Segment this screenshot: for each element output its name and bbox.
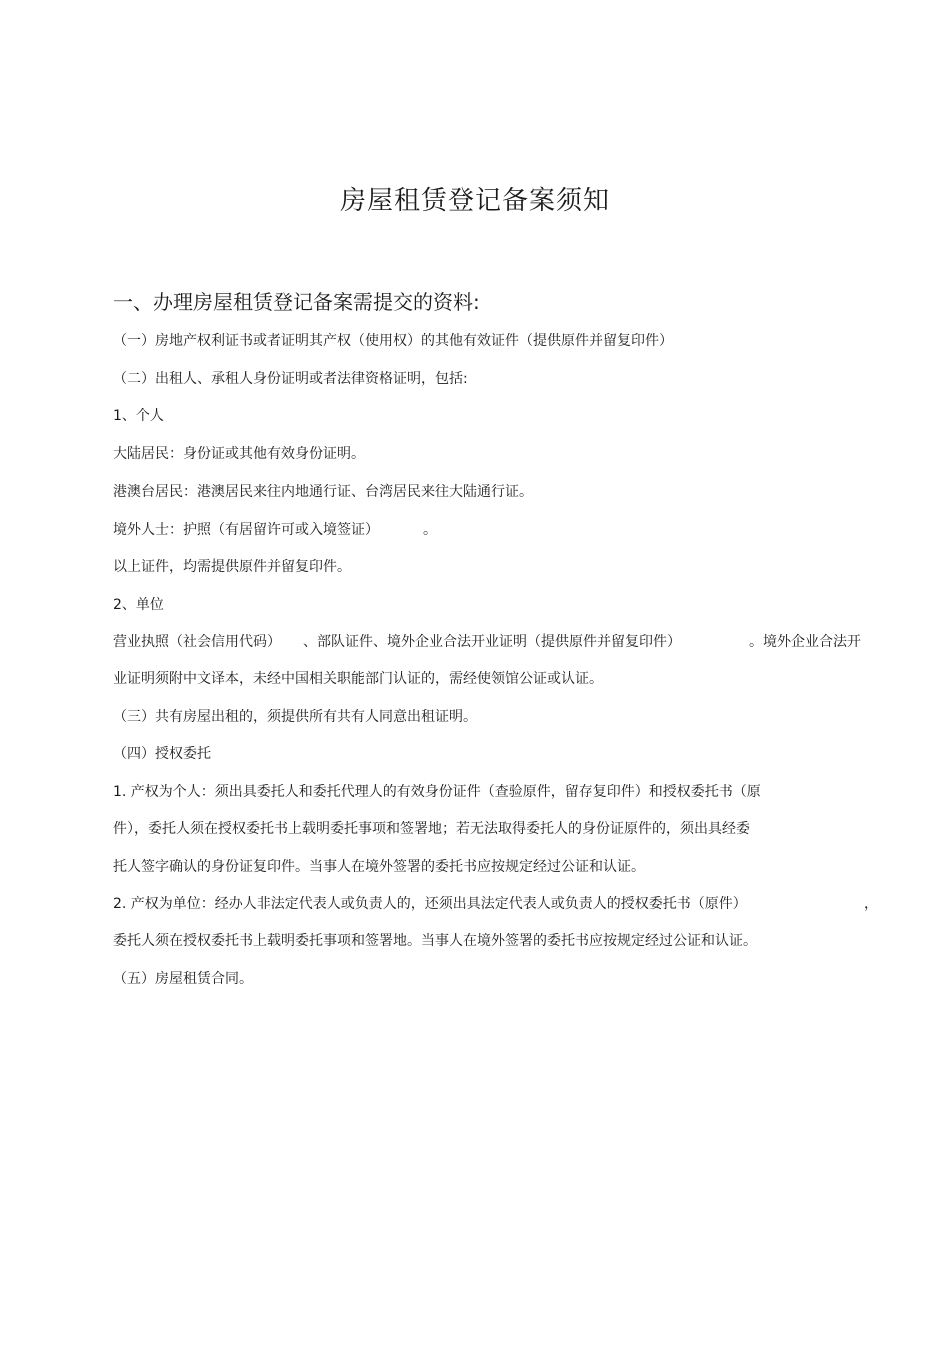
item-authorization: （四）授权委托: [113, 746, 211, 762]
mainland-residents: 大陆居民：身份证或其他有效身份证明。: [113, 446, 365, 462]
subheading-organization: 2、单位: [113, 597, 164, 613]
originals-note: 以上证件，均需提供原件并留复印件。: [113, 559, 351, 575]
item-property-certificate: （一）房地产权利证书或者证明其产权（使用权）的其他有效证件（提供原件并留复印件）: [113, 333, 673, 349]
foreigners-line-end: 。: [423, 522, 437, 538]
hk-macau-taiwan-residents: 港澳台居民：港澳居民来往内地通行证、台湾居民来往大陆通行证。: [113, 484, 533, 500]
business-license-line-mid: 、部队证件、境外企业合法开业证明（提供原件并留复印件）: [303, 634, 681, 650]
translation-requirement: 业证明须附中文译本，未经中国相关职能部门认证的，需经使领馆公证或认证。: [113, 671, 603, 687]
subheading-individual: 1、个人: [113, 408, 164, 424]
business-license-line: 营业执照（社会信用代码）: [113, 634, 281, 650]
item-co-owned-property: （三）共有房屋出租的，须提供所有共有人同意出租证明。: [113, 709, 477, 725]
foreigners-line: 境外人士：护照（有居留许可或入境签证）: [113, 522, 379, 538]
document-title: 房屋租赁登记备案须知: [339, 186, 610, 216]
authorization-individual-3: 托人签字确认的身份证复印件。当事人在境外签署的委托书应按规定经过公证和认证。: [113, 859, 645, 875]
item-identity-proof: （二）出租人、承租人身份证明或者法律资格证明，包括:: [113, 371, 468, 387]
business-license-line-end: 。境外企业合法开: [749, 634, 861, 650]
authorization-organization-1: 2. 产权为单位：经办人非法定代表人或负责人的，还须出具法定代表人或负责人的授权委托书（原件）: [113, 896, 747, 912]
section-heading: 一、办理房屋租赁登记备案需提交的资料:: [113, 290, 480, 314]
authorization-individual-2: 件），委托人须在授权委托书上载明委托事项和签署地；若无法取得委托人的身份证原件的，须出具经委: [113, 821, 750, 837]
item-lease-contract: （五）房屋租赁合同。: [113, 971, 253, 987]
authorization-individual-1: 1. 产权为个人：须出具委托人和委托代理人的有效身份证件（查验原件，留存复印件）和授权委托书（原: [113, 784, 761, 800]
authorization-organization-1-end: ，: [864, 896, 878, 912]
authorization-organization-2: 委托人须在授权委托书上载明委托事项和签署地。当事人在境外签署的委托书应按规定经过公证和认证。: [113, 933, 757, 949]
